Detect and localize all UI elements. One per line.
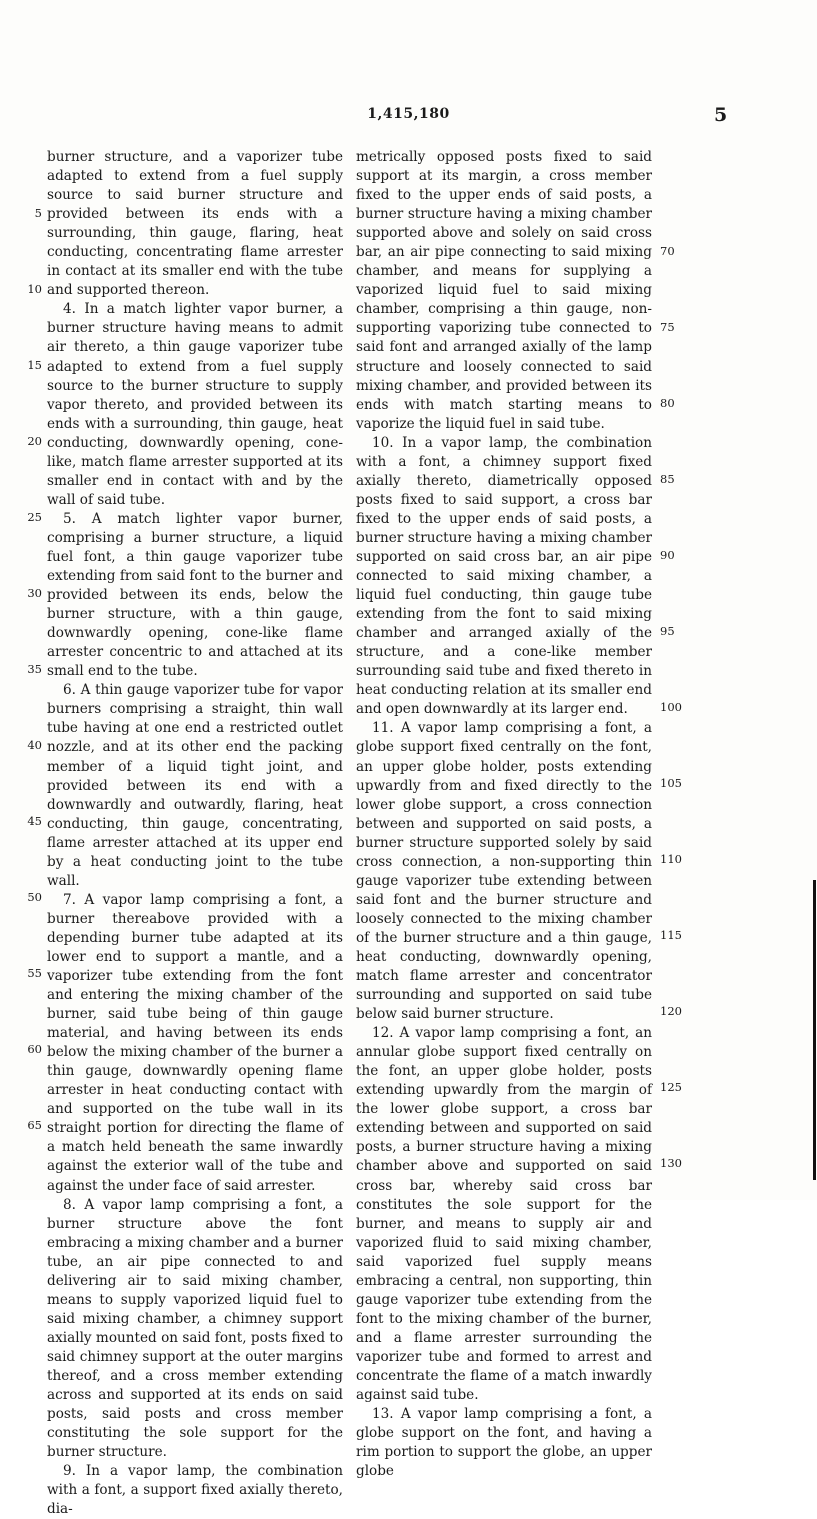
claim-9: 9. In a vapor lamp, the combination with a font, a support fixed axially thereto, dia- — [47, 1463, 343, 1518]
line-number: 105 — [660, 776, 682, 790]
line-number: 60 — [27, 1042, 42, 1056]
claim-4: 4. In a match lighter vapor burner, a burner structure having means to admit air thereto, a thin gauge vaporizer tube adapted to extend from a fuel supply source to the burner structure to supply vapor thereto, and provided between its ends with a surrounding, thin gauge, heat conducting, downwardly opening, cone-like, match flame arrester supported at its smaller end in contact with and by the wall of said tube. — [47, 301, 343, 508]
line-number: 130 — [660, 1156, 682, 1170]
patent-number: 1,415,180 — [367, 106, 450, 122]
line-number: 75 — [660, 320, 675, 334]
line-number: 125 — [660, 1080, 682, 1094]
line-number: 70 — [660, 244, 675, 258]
line-number: 5 — [34, 206, 42, 220]
line-number: 120 — [660, 1004, 682, 1018]
claim-12: 12. A vapor lamp comprising a font, an annular globe support fixed centrally on the font, an upper globe holder, posts extending upwardly from the margin of the lower globe support, a cross bar extending between and supported on said posts, a burner structure having a mixing chamber above and supported on said cross bar, whereby said cross bar constitutes the sole support for the burner, and means to supply air and vaporized fluid to said mixing chamber, said vaporized fuel supply means embracing a central, non supporting, thin gauge vaporizer tube extending from the font to the mixing chamber of the burner, and a flame arrester surrounding the vaporizer tube and formed to arrest and concentrate the flame of a match inwardly against said tube. — [356, 1025, 652, 1404]
claim-13: 13. A vapor lamp comprising a font, a globe support on the font, and having a rim portion to support the globe, an upper globe — [356, 1406, 652, 1480]
right-column — [356, 148, 652, 1481]
line-number: 95 — [660, 624, 675, 638]
claim-8: 8. A vapor lamp comprising a font, a burner structure above the font embracing a mixing chamber and a burner tube, an air pipe connected to and delivering air to said mixing chamber, means to supply vaporized liquid fuel to said mixing chamber, a chimney support axially mounted on said font, posts fixed to said chimney support at the outer margins thereof, and a cross member extending across and supported at its ends on said posts, said posts and cross member constituting the sole support for the burner structure. — [47, 1196, 343, 1461]
line-number: 10 — [27, 282, 42, 296]
line-number: 50 — [27, 890, 42, 904]
left-column — [47, 148, 343, 1519]
claim-5: 5. A match lighter vapor burner, comprising a burner structure, a liquid fuel font, a thin gauge vaporizer tube extending from said font to the burner and provided between its ends, below the burner structure, with a thin gauge, downwardly opening, cone-like flame arrester concentric to and attached at its small end to the tube. — [47, 510, 343, 680]
line-number: 55 — [27, 966, 42, 980]
line-number: 65 — [27, 1118, 42, 1132]
paragraph: metrically opposed posts fixed to said support at its margin, a cross member fixed to the upper ends of said posts, a burner structure having a mixing chamber supported above and solely on said cross bar, an air pipe connecting to said mixing chamber, and means for supplying a vaporized liquid fuel to said mixing chamber, comprising a thin gauge, non-supporting vaporizing tube connected to said font and arranged axially of the lamp structure and loosely connected to said mixing chamber, and provided between its ends with match starting means to vaporize the liquid fuel in said tube. — [356, 149, 652, 432]
line-number: 115 — [660, 928, 682, 942]
line-number: 85 — [660, 472, 675, 486]
line-number: 110 — [660, 852, 682, 866]
line-number: 90 — [660, 548, 675, 562]
line-number: 45 — [27, 814, 42, 828]
line-number: 80 — [660, 396, 675, 410]
line-number: 20 — [27, 434, 42, 448]
paragraph: burner structure, and a vaporizer tube adapted to extend from a fuel supply source to said burner structure and provided between its ends with a surrounding, thin gauge, flaring, heat conducting, concentrating flame arrester in contact at its smaller end with the tube and supported thereon. — [47, 149, 343, 299]
claim-11: 11. A vapor lamp comprising a font, a globe support fixed centrally on the font, an upper globe holder, posts extending upwardly from and fixed directly to the lower globe support, a cross connection between and supported on said posts, a burner structure supported solely by said cross connection, a non-supporting thin gauge vaporizer tube extending between said font and the burner structure and loosely connected to the mixing chamber of the burner structure and a thin gauge, heat conducting, downwardly opening, match flame arrester and concentrator surrounding and supported on said tube below said burner structure. — [356, 720, 652, 1023]
line-number: 40 — [27, 738, 42, 752]
scan-edge-line — [813, 880, 816, 1180]
line-number: 30 — [27, 586, 42, 600]
line-number: 15 — [27, 358, 42, 372]
line-number: 100 — [660, 700, 682, 714]
claim-7: 7. A vapor lamp comprising a font, a burner thereabove provided with a depending burner tube adapted at its lower end to support a mantle, and a vaporizer tube extending from the font and entering the mixing chamber of the burner, said tube being of thin gauge material, and having between its ends below the mixing chamber of the burner a thin gauge, downwardly opening flame arrester in heat conducting contact with and supported on the tube wall in its straight portion for directing the flame of a match held beneath the same inwardly against the exterior wall of the tube and against the under face of said arrester. — [47, 891, 343, 1194]
line-number: 35 — [27, 662, 42, 676]
claim-10: 10. In a vapor lamp, the combination with a font, a chimney support fixed axially thereto, diametrically opposed posts fixed to said support, a cross bar fixed to the upper ends of said posts, a burner structure having a mixing chamber supported on said cross bar, an air pipe connected to said mixing chamber, a liquid fuel conducting, thin gauge tube extending from the font to said mixing chamber and arranged axially of the structure, and a cone-like member surrounding said tube and fixed thereto in heat conducting relation at its smaller end and open downwardly at its larger end. — [356, 434, 652, 718]
page-number: 5 — [714, 104, 728, 126]
claim-6: 6. A thin gauge vaporizer tube for vapor burners comprising a straight, thin wall tube having at one end a restricted outlet nozzle, and at its other end the packing member of a liquid tight joint, and provided between its end with a downwardly and outwardly, flaring, heat conducting, thin gauge, concentrating, flame arrester attached at its upper end by a heat conducting joint to the tube wall. — [47, 682, 343, 889]
line-number: 25 — [27, 510, 42, 524]
